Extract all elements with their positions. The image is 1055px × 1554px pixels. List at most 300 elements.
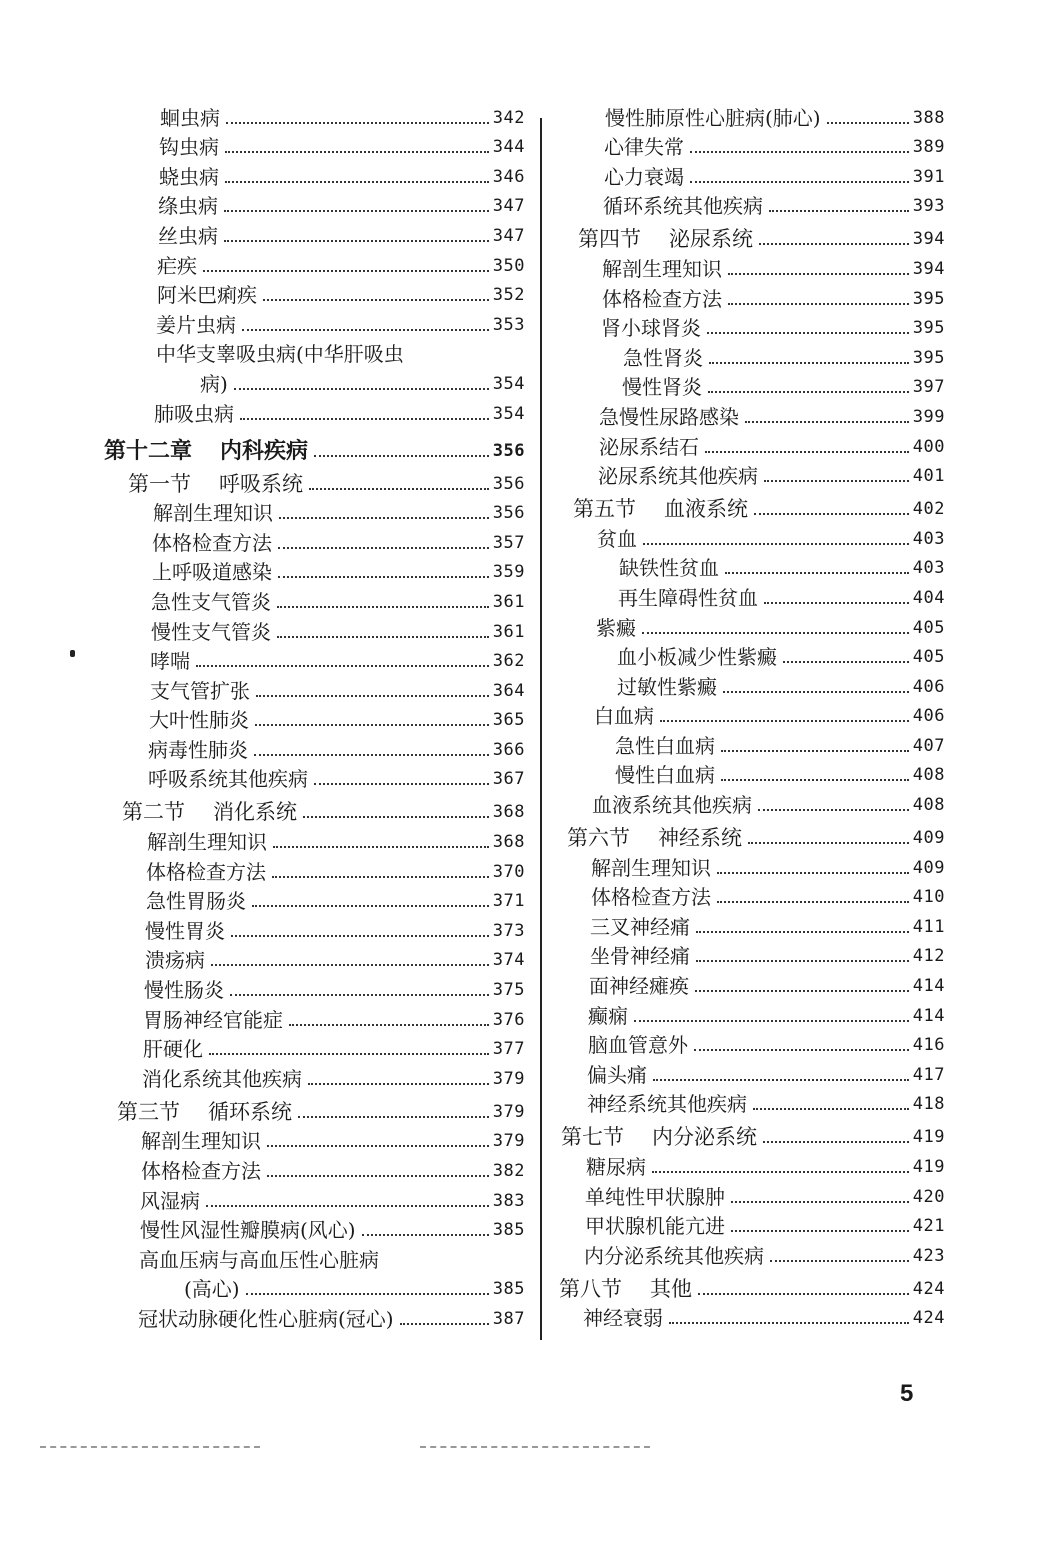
- dot-leader: [278, 576, 489, 578]
- toc-page-number: 405: [912, 617, 945, 638]
- toc-entry-title: [615, 734, 715, 758]
- toc-entry: [100, 1002, 525, 1032]
- dot-leader: [196, 665, 489, 667]
- toc-entry: [555, 189, 945, 219]
- toc-entry-label: 蛔虫病: [160, 105, 220, 130]
- toc-entry-label: 哮喘: [150, 649, 190, 674]
- dot-leader: [769, 210, 909, 212]
- toc-entry-heading: 其他: [650, 1276, 692, 1301]
- toc-page-number: 409: [912, 857, 945, 878]
- toc-entry-title: [603, 194, 763, 218]
- toc-entry-title: [141, 1159, 261, 1183]
- toc-entry-title: [158, 224, 218, 248]
- toc-entry-title: [592, 793, 752, 817]
- toc-entry-label: 泌尿系结石: [599, 434, 699, 459]
- dot-leader: [770, 1260, 909, 1262]
- toc-entry: [100, 1124, 525, 1154]
- toc-entry-label: 上呼吸道感染: [152, 560, 272, 585]
- toc-entry-label: 解剖生理知识: [591, 855, 711, 880]
- toc-entry-title: [588, 1004, 628, 1028]
- toc-page-number: 368: [492, 802, 525, 823]
- toc-entry-label: 第二节: [122, 800, 185, 825]
- toc-page-number: 379: [492, 1068, 525, 1089]
- toc-entry-label: 慢性支气管炎: [151, 619, 271, 644]
- toc-entry-label: 血液系统其他疾病: [592, 793, 752, 818]
- toc-page-number: 354: [492, 403, 525, 424]
- toc-entry-title: [583, 1306, 663, 1330]
- toc-page-number: 424: [912, 1278, 945, 1299]
- toc-entry: [555, 787, 945, 817]
- toc-entry: [100, 1242, 525, 1272]
- dot-leader: [759, 243, 909, 245]
- toc-entry-title: [156, 313, 236, 337]
- toc-entry-heading: 内科疾病: [220, 437, 309, 464]
- toc-entry-label: 白血病: [594, 704, 654, 729]
- toc-entry-title: [599, 405, 739, 429]
- scan-artifact-mark: [70, 650, 75, 657]
- toc-entry-heading: 内分泌系统: [652, 1125, 757, 1150]
- toc-entry: [555, 1087, 945, 1117]
- toc-page-number: 393: [912, 196, 945, 217]
- dot-leader: [277, 606, 489, 608]
- toc-entry: [100, 1272, 525, 1302]
- dot-leader: [230, 994, 489, 996]
- toc-entry: [100, 496, 525, 526]
- dot-leader: [303, 816, 489, 818]
- toc-page-number: 400: [912, 436, 945, 457]
- toc-entry: [100, 337, 525, 367]
- dot-leader: [653, 1079, 909, 1081]
- toc-entry-title: [622, 375, 702, 399]
- toc-entry-label: 慢性肾炎: [622, 375, 702, 400]
- dot-leader: [362, 1234, 489, 1236]
- toc-entry: [100, 159, 525, 189]
- dot-leader: [690, 181, 909, 183]
- toc-entry-label: 贫血: [597, 526, 637, 551]
- dot-leader: [717, 901, 909, 903]
- toc-entry-title: [578, 227, 753, 251]
- toc-entry: [555, 1057, 945, 1087]
- toc-entry-label: 心力衰竭: [604, 164, 684, 189]
- toc-entry-label: 肺吸虫病: [154, 401, 234, 426]
- toc-entry-title: [623, 346, 703, 370]
- toc-chapter-entry: [100, 426, 525, 463]
- dot-leader: [256, 695, 489, 697]
- toc-entry: [100, 1061, 525, 1091]
- toc-entry-title: [573, 497, 748, 521]
- dot-leader: [652, 1171, 909, 1173]
- toc-left-column: [100, 100, 525, 1331]
- toc-entry-label: 第十二章: [104, 437, 193, 464]
- toc-entry: [555, 939, 945, 969]
- toc-entry-title: [147, 830, 267, 854]
- toc-entry-label: 肝硬化: [143, 1037, 203, 1062]
- toc-entry-title: [154, 402, 234, 426]
- toc-entry: [100, 1183, 525, 1213]
- toc-entry-label: 急性白血病: [615, 733, 715, 758]
- toc-entry-title: [159, 135, 219, 159]
- toc-entry: [100, 584, 525, 614]
- toc-page-number: 354: [492, 373, 525, 394]
- page-number: 5: [900, 1380, 914, 1407]
- toc-entry-label: 消化系统其他疾病: [142, 1066, 302, 1091]
- toc-entry-title: [200, 372, 228, 396]
- toc-entry-label: 循环系统其他疾病: [603, 194, 763, 219]
- dot-leader: [254, 754, 489, 756]
- dot-leader: [642, 632, 909, 634]
- toc-entry-label: 第六节: [567, 826, 630, 851]
- toc-entry-title: [158, 194, 218, 218]
- toc-entry: [555, 909, 945, 939]
- dot-leader: [308, 1083, 489, 1085]
- toc-page-number: 388: [912, 107, 945, 128]
- toc-page-number: 405: [912, 647, 945, 668]
- toc-entry-title: [559, 1277, 692, 1301]
- dot-leader: [231, 935, 489, 937]
- toc-entry-label: 第八节: [559, 1276, 622, 1301]
- toc-entry: [555, 758, 945, 788]
- dot-leader: [224, 240, 489, 242]
- dot-leader: [246, 1293, 489, 1295]
- toc-entry-label: 姜片虫病: [156, 312, 236, 337]
- toc-entry-label: 紫癜: [596, 615, 636, 640]
- toc-page-number: 421: [912, 1216, 945, 1237]
- toc-page-number: 356: [492, 473, 525, 494]
- toc-entry-label: 中华支睾吸虫病(中华肝吸虫: [156, 342, 404, 367]
- toc-entry: [555, 429, 945, 459]
- toc-entry-label: 脑血管意外: [588, 1033, 688, 1058]
- toc-entry-title: [585, 1214, 725, 1238]
- toc-entry-label: 胃肠神经官能症: [143, 1007, 283, 1032]
- dot-leader: [783, 661, 909, 663]
- dot-leader: [224, 210, 489, 212]
- dot-leader: [272, 876, 489, 878]
- toc-entry-title: [604, 135, 684, 159]
- toc-entry: [555, 130, 945, 160]
- dot-leader: [234, 388, 489, 390]
- toc-entry: [100, 189, 525, 219]
- dot-leader: [242, 329, 489, 331]
- toc-entry-title: [597, 527, 637, 551]
- toc-page-number: 361: [492, 621, 525, 642]
- dot-leader: [289, 1024, 489, 1026]
- toc-entry: [100, 884, 525, 914]
- toc-entry-label: 急性胃肠炎: [146, 889, 246, 914]
- toc-entry-label: 甲状腺机能亢进: [585, 1214, 725, 1239]
- toc-entry-label: 体格检查方法: [141, 1159, 261, 1183]
- toc-entry-title: [141, 1129, 261, 1153]
- toc-entry-title: [184, 1277, 240, 1301]
- toc-entry-heading: 泌尿系统: [669, 227, 753, 252]
- toc-page-number: 379: [492, 1131, 525, 1152]
- dot-leader: [721, 779, 909, 781]
- toc-entry-title: [604, 165, 684, 189]
- dot-leader: [709, 362, 909, 364]
- toc-entry-title: [138, 1307, 394, 1331]
- toc-entry-title: [145, 919, 225, 943]
- dot-leader: [263, 299, 489, 301]
- toc-entry-title: [143, 1037, 203, 1061]
- toc-entry-title: [594, 704, 654, 728]
- dot-leader: [634, 1020, 909, 1022]
- toc-entry-heading: 循环系统: [208, 1099, 292, 1124]
- dot-leader: [696, 931, 909, 933]
- toc-entry-label: 第七节: [561, 1125, 624, 1150]
- toc-entry: [555, 399, 945, 429]
- toc-page-number: 356: [492, 503, 525, 524]
- toc-entry-label: 解剖生理知识: [602, 256, 722, 281]
- toc-entry: [555, 1209, 945, 1239]
- toc-page-number: 414: [912, 1005, 945, 1026]
- toc-entry-label: 急性肾炎: [623, 345, 703, 370]
- dot-leader: [694, 1049, 909, 1051]
- dot-leader: [240, 418, 489, 420]
- toc-page-number: 414: [912, 976, 945, 997]
- toc-page-number: 370: [492, 861, 525, 882]
- toc-entry-label: 第五节: [573, 497, 636, 522]
- toc-entry-label: 神经系统其他疾病: [587, 1092, 747, 1117]
- toc-page-number: 373: [492, 920, 525, 941]
- toc-entry-label: 溃疡病: [145, 948, 205, 973]
- toc-entry-label: 三叉神经痛: [590, 914, 690, 939]
- toc-entry-title: [149, 708, 249, 732]
- toc-entry-title: [145, 948, 205, 972]
- toc-entry-title: [151, 620, 271, 644]
- dot-leader: [225, 151, 489, 153]
- dot-leader: [731, 1201, 909, 1203]
- toc-entry-title: [122, 800, 297, 824]
- toc-entry: [100, 703, 525, 733]
- toc-page-number: 408: [912, 765, 945, 786]
- toc-entry-label: 慢性肠炎: [144, 978, 224, 1003]
- toc-entry-title: [148, 738, 248, 762]
- dot-leader: [696, 960, 909, 962]
- toc-entry: [555, 1238, 945, 1268]
- toc-entry: [555, 1301, 945, 1331]
- dot-leader: [728, 303, 909, 305]
- toc-entry-title: [599, 435, 699, 459]
- toc-entry: [100, 100, 525, 130]
- dot-leader: [748, 842, 909, 844]
- dot-leader: [731, 1230, 909, 1232]
- dot-leader: [723, 691, 909, 693]
- toc-entry: [555, 998, 945, 1028]
- toc-page-number: 419: [912, 1157, 945, 1177]
- dot-leader: [758, 809, 909, 811]
- toc-entry-title: [160, 106, 220, 130]
- toc-entry: [555, 728, 945, 758]
- toc-entry-title: [139, 1248, 379, 1272]
- toc-page-number: 356: [492, 440, 525, 461]
- toc-entry-label: 慢性肺原性心脏病(肺心): [605, 105, 821, 130]
- toc-entry: [555, 370, 945, 400]
- toc-entry-label: 慢性风湿性瓣膜病(风心): [140, 1218, 356, 1243]
- toc-page-number: 347: [492, 196, 525, 217]
- toc-entry-title: [591, 885, 711, 909]
- toc-page-number: 383: [492, 1190, 525, 1211]
- dot-leader: [764, 602, 909, 604]
- toc-entry: [555, 580, 945, 610]
- toc-page-number: 423: [912, 1245, 945, 1266]
- toc-entry-label: 过敏性紫癜: [617, 674, 717, 699]
- dot-leader: [279, 517, 489, 519]
- toc-entry: [100, 525, 525, 555]
- toc-entry-label: 第四节: [578, 227, 641, 252]
- toc-page-number: 365: [492, 710, 525, 731]
- toc-entry: [100, 307, 525, 337]
- dot-leader: [211, 964, 489, 966]
- toc-entry-title: [601, 316, 701, 340]
- dot-leader: [827, 122, 909, 124]
- toc-entry: [555, 521, 945, 551]
- dot-leader: [698, 1293, 909, 1295]
- toc-entry: [100, 278, 525, 308]
- toc-entry: [100, 854, 525, 884]
- toc-page-number: 347: [492, 225, 525, 246]
- toc-page-number: 417: [912, 1064, 945, 1085]
- toc-entry-label: 坐骨神经痛: [590, 944, 690, 969]
- toc-entry-title: [598, 464, 758, 488]
- toc-page-number: 387: [492, 1308, 525, 1329]
- toc-page-number: 412: [912, 946, 945, 967]
- toc-entry-title: [151, 590, 271, 614]
- toc-entry-label: (高心): [184, 1277, 240, 1302]
- toc-entry: [555, 850, 945, 880]
- toc-entry: [555, 640, 945, 670]
- toc-entry-title: [596, 616, 636, 640]
- toc-page-number: 406: [912, 706, 945, 727]
- toc-entry-label: 慢性胃炎: [145, 918, 225, 943]
- toc-entry-label: 体格检查方法: [602, 286, 722, 311]
- dot-leader: [728, 273, 909, 275]
- toc-entry: [100, 614, 525, 644]
- toc-entry-title: [157, 283, 257, 307]
- toc-entry: [555, 551, 945, 581]
- toc-entry: [100, 396, 525, 426]
- toc-entry-title: [153, 501, 273, 525]
- dot-leader: [225, 181, 489, 183]
- toc-entry: [100, 824, 525, 854]
- toc-entry-title: [159, 165, 219, 189]
- toc-entry: [100, 366, 525, 396]
- dot-leader: [314, 455, 489, 457]
- toc-entry-label: 急慢性尿路感染: [599, 404, 739, 429]
- toc-entry-title: [584, 1244, 764, 1268]
- dot-leader: [314, 783, 489, 785]
- toc-entry: [100, 913, 525, 943]
- toc-section-entry: [100, 1091, 525, 1124]
- toc-entry-label: 神经衰弱: [583, 1306, 663, 1331]
- toc-page-number: 420: [912, 1186, 945, 1207]
- toc-entry: [100, 1032, 525, 1062]
- toc-entry-label: 风湿病: [140, 1188, 200, 1213]
- toc-entry-title: [585, 1185, 725, 1209]
- toc-entry-label: 绦虫病: [158, 194, 218, 219]
- toc-entry-label: 蛲虫病: [159, 164, 219, 189]
- toc-entry: [100, 762, 525, 792]
- toc-entry: [100, 248, 525, 278]
- toc-entry-title: [567, 826, 742, 850]
- scan-artifact-streak: [420, 1446, 650, 1448]
- toc-entry: [100, 732, 525, 762]
- toc-entry-label: 阿米巴痢疾: [157, 283, 257, 308]
- toc-entry-label: 第一节: [128, 471, 191, 496]
- toc-page-number: 366: [492, 739, 525, 760]
- toc-page-number: 418: [912, 1094, 945, 1115]
- toc-entry-label: 急性支气管炎: [151, 589, 271, 614]
- toc-page-number: 404: [912, 587, 945, 608]
- toc-entry-label: 丝虫病: [158, 223, 218, 248]
- toc-section-entry: [100, 791, 525, 824]
- toc-entry: [555, 699, 945, 729]
- dot-leader: [707, 332, 909, 334]
- toc-entry-title: [590, 944, 690, 968]
- toc-entry: [555, 1028, 945, 1058]
- toc-page-number: 389: [912, 137, 945, 158]
- toc-entry: [555, 1179, 945, 1209]
- toc-entry-label: 内分泌系统其他疾病: [584, 1243, 764, 1268]
- toc-page-number: 375: [492, 980, 525, 1001]
- toc-section-entry: [555, 1116, 945, 1149]
- toc-page-number: 403: [912, 528, 945, 549]
- dot-leader: [277, 636, 489, 638]
- toc-entry-label: 解剖生理知识: [153, 501, 273, 526]
- toc-entry-label: 单纯性甲状腺肿: [585, 1184, 725, 1209]
- dot-leader: [226, 122, 489, 124]
- toc-entry: [555, 610, 945, 640]
- dot-leader: [721, 750, 909, 752]
- toc-page-number: 397: [912, 377, 945, 398]
- toc-page-number: 361: [492, 591, 525, 612]
- toc-entry-label: 钩虫病: [159, 135, 219, 160]
- toc-entry: [555, 159, 945, 189]
- toc-entry: [100, 1301, 525, 1331]
- toc-page-number: 409: [912, 828, 945, 849]
- toc-entry-title: [157, 254, 197, 278]
- dot-leader: [255, 724, 489, 726]
- toc-entry-title: [104, 439, 308, 463]
- toc-page-number: 402: [912, 499, 945, 520]
- dot-leader: [252, 905, 489, 907]
- dot-leader: [708, 391, 909, 393]
- toc-entry-title: [140, 1218, 356, 1242]
- dot-leader: [400, 1323, 489, 1325]
- toc-entry: [100, 1153, 525, 1183]
- toc-section-entry: [100, 463, 525, 496]
- toc-page-number: 395: [912, 347, 945, 368]
- toc-entry: [100, 555, 525, 585]
- toc-entry: [555, 281, 945, 311]
- toc-page-number: 401: [912, 466, 945, 487]
- toc-page-number: 385: [492, 1279, 525, 1300]
- toc-entry: [100, 130, 525, 160]
- toc-page-number: 382: [492, 1161, 525, 1181]
- toc-entry: [555, 669, 945, 699]
- toc-entry-title: [150, 649, 190, 673]
- toc-entry-label: 体格检查方法: [146, 859, 266, 884]
- toc-page-number: 399: [912, 406, 945, 427]
- toc-entry-label: 冠状动脉硬化性心脏病(冠心): [138, 1306, 394, 1331]
- toc-entry-label: 糖尿病: [586, 1155, 646, 1179]
- toc-entry-label: 肾小球肾炎: [601, 316, 701, 341]
- toc-page-number: 376: [492, 1009, 525, 1030]
- toc-entry-label: 泌尿系统其他疾病: [598, 464, 758, 489]
- toc-entry-title: [128, 472, 303, 496]
- toc-page-number: 419: [912, 1127, 945, 1148]
- toc-entry-title: [150, 679, 250, 703]
- toc-entry-heading: 消化系统: [213, 800, 297, 825]
- toc-page-number: 364: [492, 680, 525, 701]
